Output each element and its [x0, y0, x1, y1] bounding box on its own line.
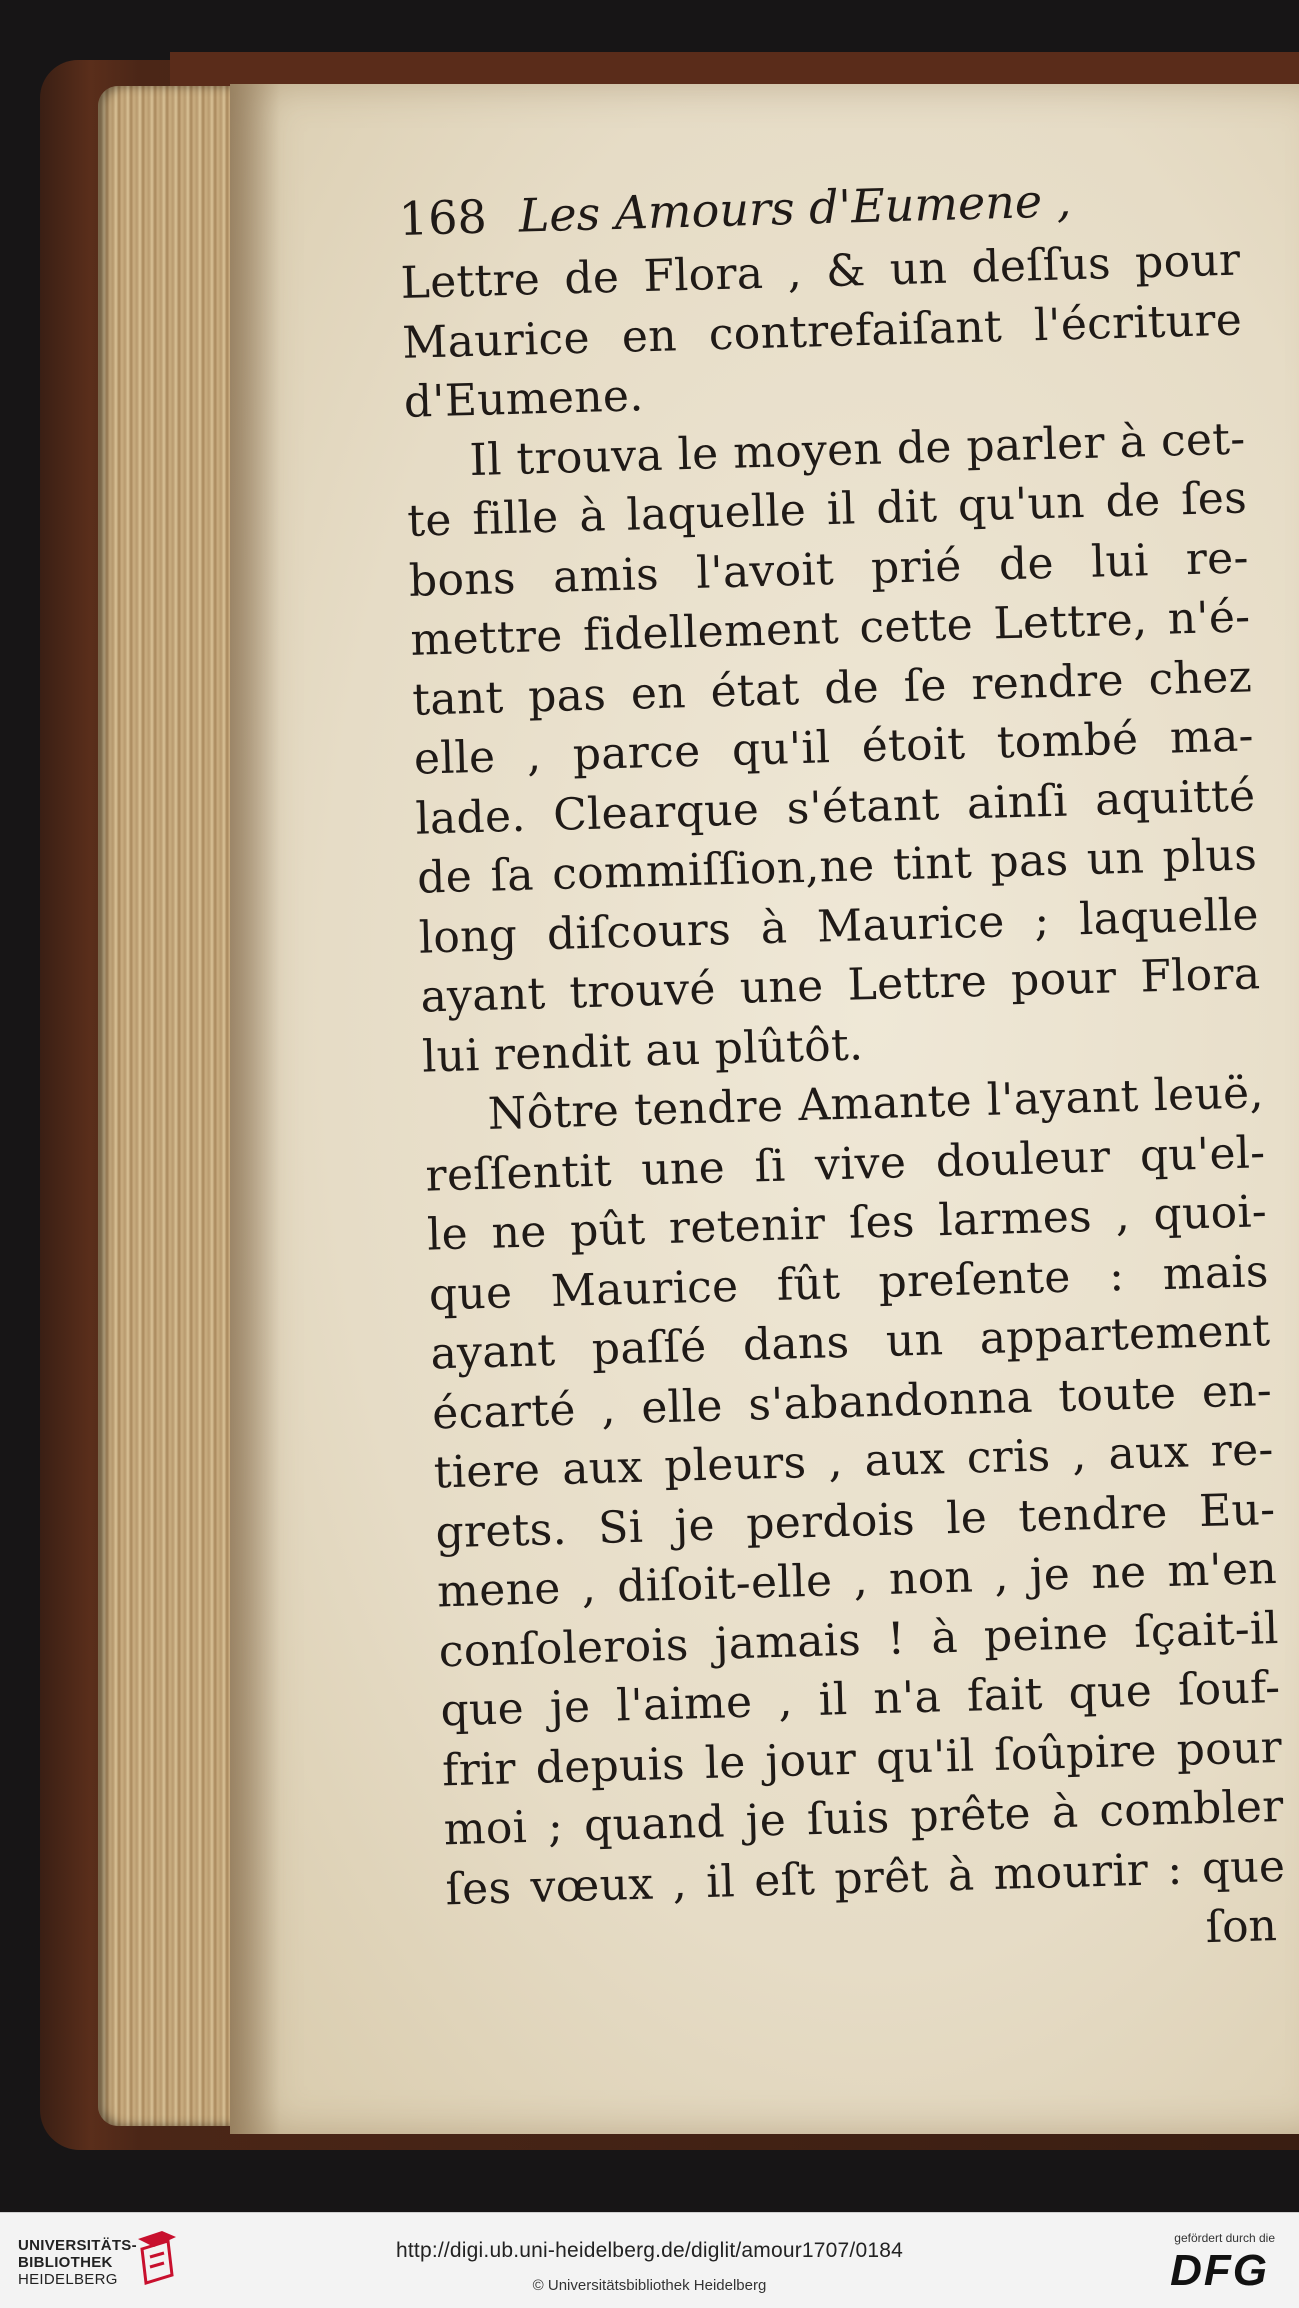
text-line: ſes vœux , il eſt prêt à mourir : que — [444, 1840, 1286, 1915]
text-line: tant pas en état de ſe rendre chez — [411, 650, 1253, 726]
text-line: d'Eumene. — [403, 370, 645, 428]
text-line: grets. Si je perdois le tendre Eu- — [434, 1483, 1276, 1558]
text-line: bons amis l'avoit prié de lui re- — [408, 531, 1250, 607]
text-line: te fille à laquelle il dit qu'un de ſes — [406, 472, 1248, 547]
permalink-url[interactable]: http://digi.ub.uni-heidelberg.de/diglit/amour1707/0184 — [396, 2239, 903, 2262]
text-line: le ne pût retenir ſes larmes , quoi- — [426, 1186, 1268, 1261]
text-line: conſolerois jamais ! à peine ſçait-il — [438, 1602, 1280, 1677]
text-line: lade. Clearque s'étant ainſi aquitté — [414, 769, 1257, 845]
text-line: mettre fidellement cette Lettre, n'é- — [409, 591, 1252, 666]
page-number: 168 — [398, 189, 488, 246]
text-line: que Maurice fût preſente : mais — [428, 1245, 1270, 1321]
text-line: moi ; quand je ſuis prête à combler — [443, 1780, 1285, 1856]
text-line: long diſcours à Maurice ; laquelle — [418, 888, 1260, 964]
funding-note: gefördert durch die — [1174, 2231, 1275, 2245]
text-line: lui rendit au plûtôt. — [421, 1018, 864, 1083]
text-line: de ſa commiſſion,ne tint pas un plus — [416, 829, 1258, 904]
text-line: que je l'aime , il n'a fait que ſouf- — [439, 1661, 1281, 1737]
catchword: ſon — [1205, 1900, 1278, 1954]
text-line: mene , diſoit-elle , non , je ne m'en — [436, 1543, 1278, 1618]
text-line: frir depuis le jour qu'il ſoûpire pour — [441, 1721, 1283, 1796]
text-line: ayant paſſé dans un appartement — [429, 1305, 1271, 1380]
logo-line: BIBLIOTHEK — [18, 2254, 113, 2271]
logo-line: UNIVERSITÄTS- — [18, 2237, 137, 2254]
logo-line: HEIDELBERG — [18, 2271, 118, 2288]
paragraph-2 — [405, 409, 1263, 1087]
viewer-footer — [0, 2212, 1299, 2308]
text-line: Il trouva le moyen de parler à cet- — [468, 412, 1247, 486]
text-line: Nôtre tendre Amante l'ayant leuë, — [487, 1067, 1265, 1140]
dfg-logo[interactable]: DFG — [1170, 2246, 1269, 2295]
text-line: Maurice en contrefaiſant l'écriture — [401, 293, 1243, 369]
gutter-shadow — [230, 84, 280, 2134]
text-line: reſſentit une ſi vive douleur qu'el- — [424, 1126, 1266, 1202]
text-line: ayant trouvé une Lettre pour Flora — [419, 948, 1261, 1023]
page-text — [398, 165, 1288, 1980]
paragraph-1 — [400, 231, 1245, 433]
text-line: tiere aux pleurs , aux cris , aux re- — [433, 1424, 1275, 1499]
text-line: écarté , elle s'abandonna toute en- — [431, 1364, 1273, 1440]
paragraph-3 — [423, 1063, 1286, 1919]
text-line: elle , parce qu'il étoit tombé ma- — [413, 710, 1255, 785]
text-line: Lettre de Flora , & un deſſus pour — [399, 234, 1242, 309]
running-title: Les Amours d'Eumene , — [518, 173, 1072, 243]
copyright-notice: © Universitätsbibliothek Heidelberg — [532, 2277, 767, 2294]
